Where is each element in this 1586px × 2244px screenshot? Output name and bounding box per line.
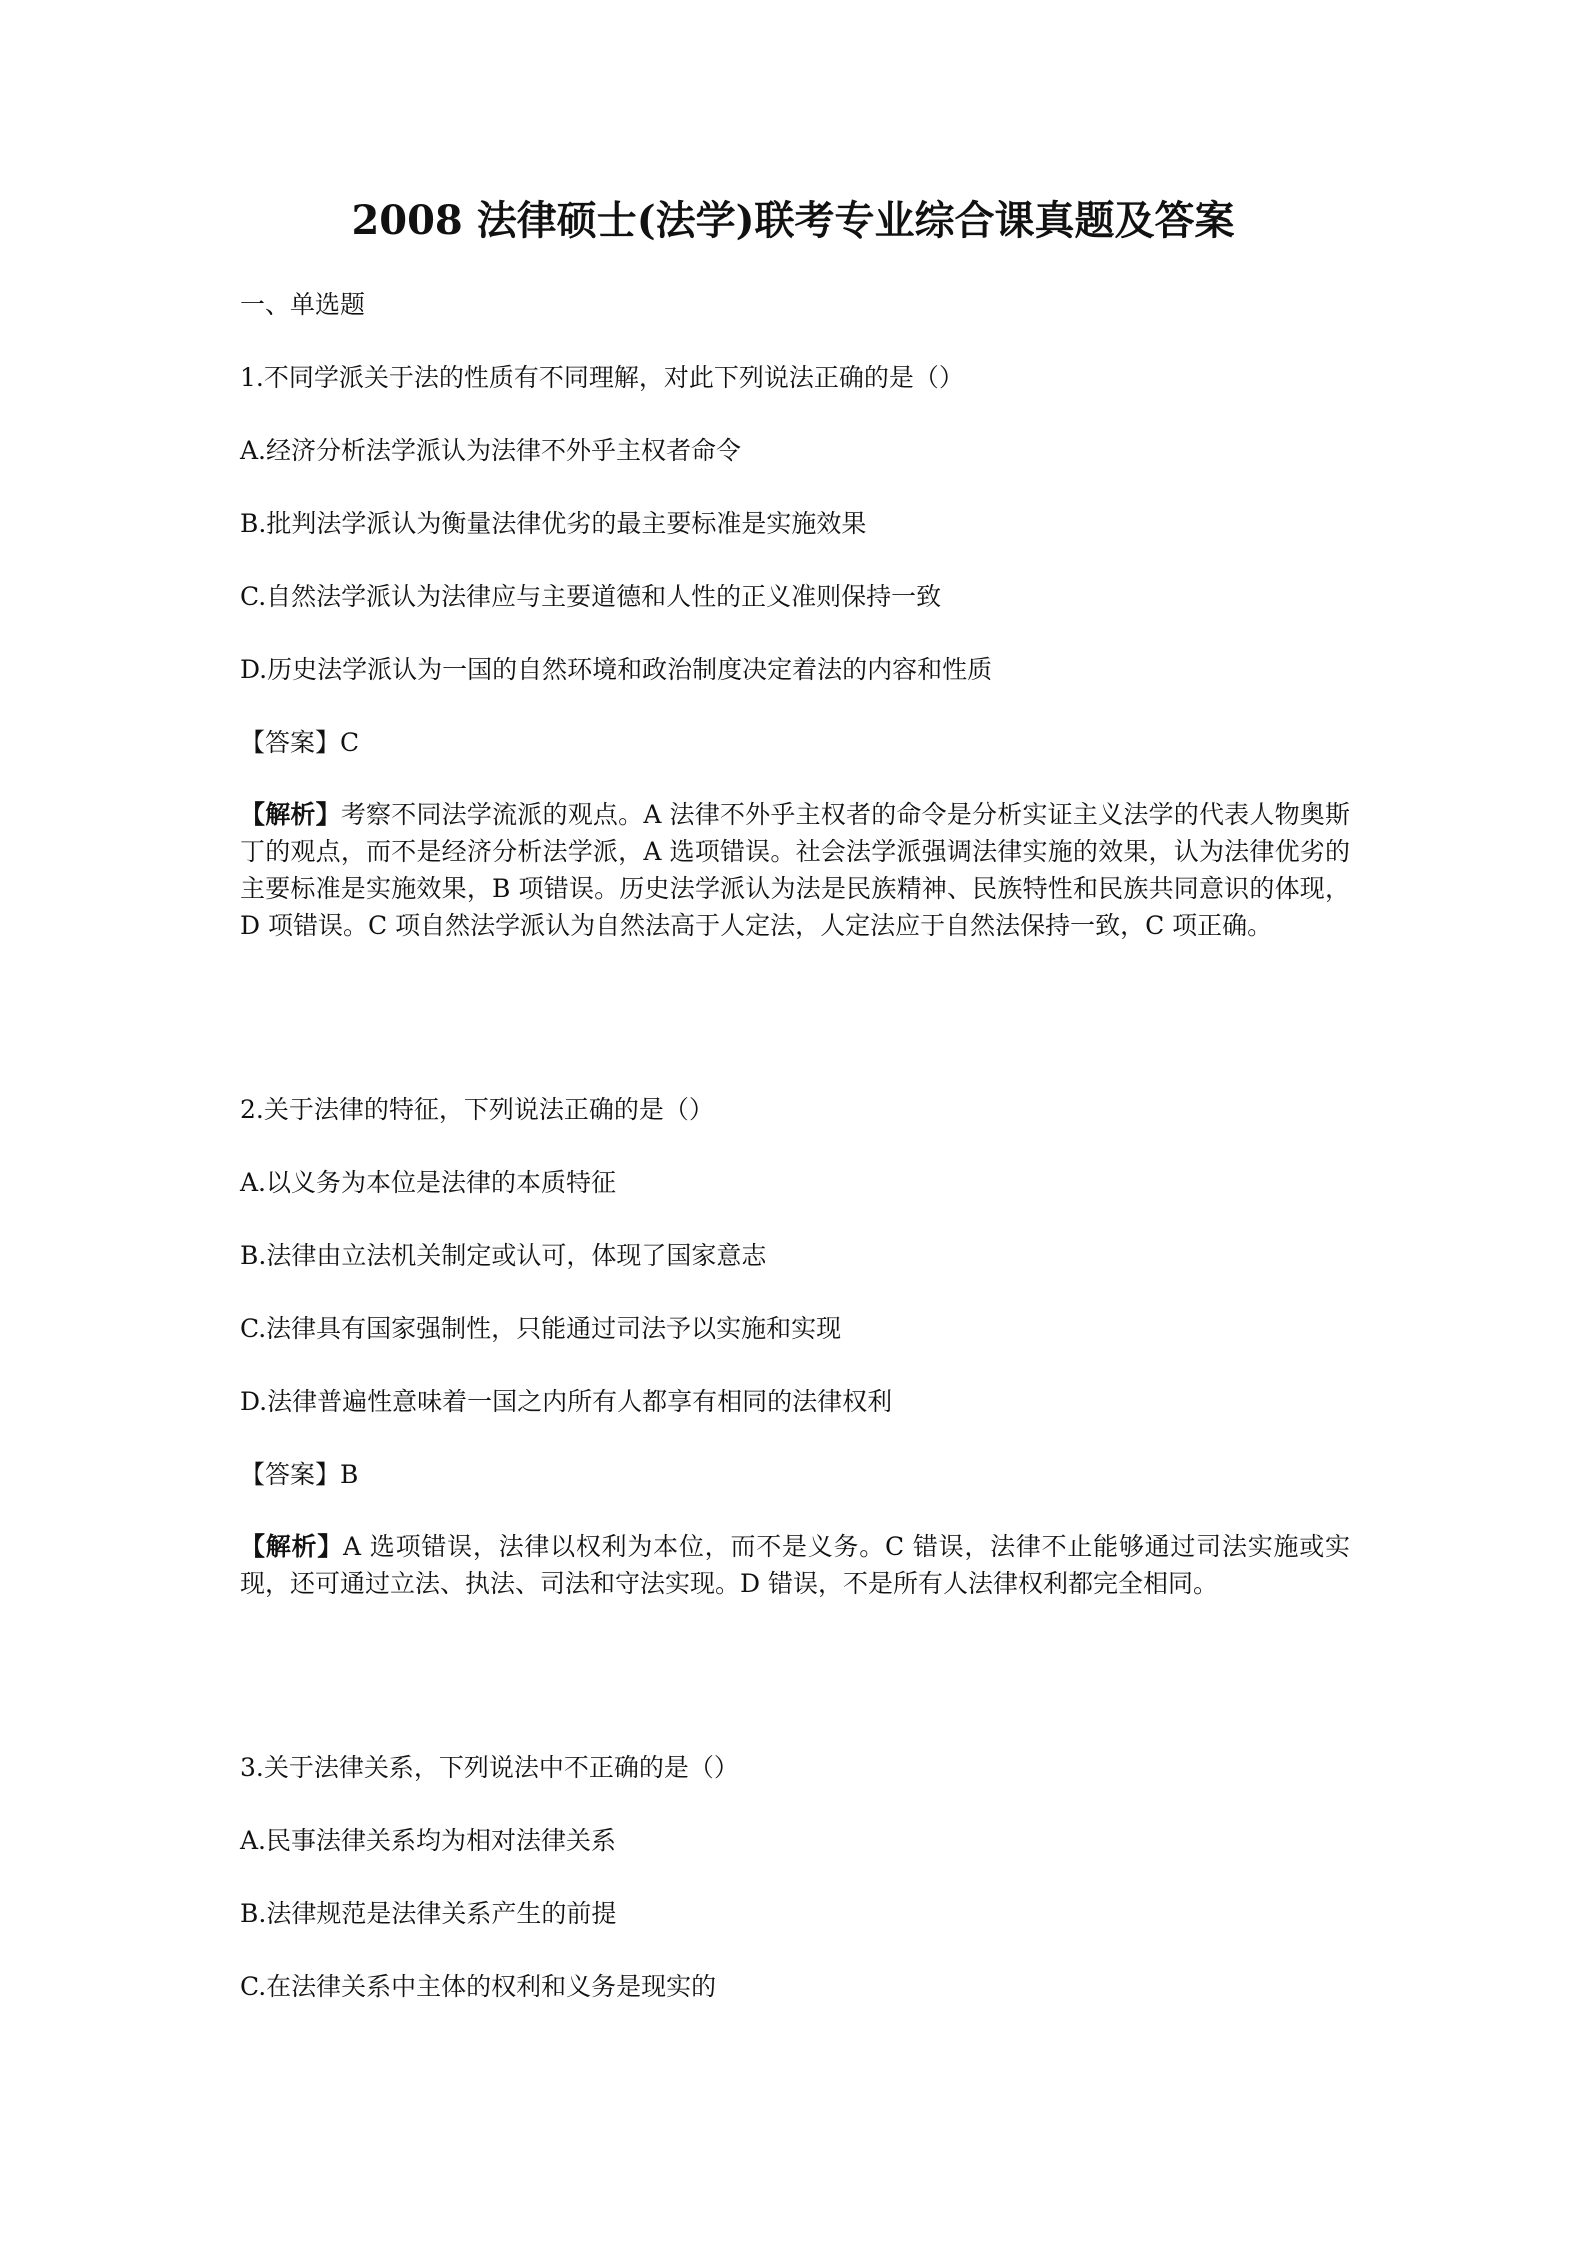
document-title: 2008 法律硕士(法学)联考专业综合课真题及答案 xyxy=(351,197,1235,244)
analysis-text: A 选项错误，法律以权利为本位，而不是义务。C 错误，法律不止能够通过司法实施或实现，还可通过立法、执法、司法和守法实现。D 错误，不是所有人法律权利都完全相同。 xyxy=(240,1532,1350,1598)
question-1-analysis xyxy=(240,796,1350,944)
question-2-option-c: C.法律具有国家强制性，只能通过司法予以实施和实现 xyxy=(240,1314,842,1343)
analysis-label: 【解析】 xyxy=(240,1532,344,1561)
question-1-option-d: D.历史法学派认为一国的自然环境和政治制度决定着法的内容和性质 xyxy=(240,655,993,684)
question-2-analysis xyxy=(240,1528,1350,1602)
analysis-label: 【解析】 xyxy=(240,800,341,829)
analysis-text: 考察不同法学流派的观点。A 法律不外乎主权者的命令是分析实证主义法学的代表人物奥斯丁的观点，而不是经济分析法学派，A 选项错误。社会法学派强调法律实施的效果，认为法律优劣的主要标准是实施效果，B 项错误。历史法学派认为法是民族精神、民族特性和民族共同意识的体现，D 项错误。C 项自然法学派认为自然法高于人定法，人定法应于自然法保持一致，C 项正确。 xyxy=(240,800,1350,940)
question-3-stem: 3.关于法律关系，下列说法中不正确的是（） xyxy=(240,1753,739,1782)
question-1-stem: 1.不同学派关于法的性质有不同理解，对此下列说法正确的是（） xyxy=(240,363,964,392)
question-1-option-a: A.经济分析法学派认为法律不外乎主权者命令 xyxy=(240,436,742,465)
question-3-option-b: B.法律规范是法律关系产生的前提 xyxy=(240,1899,617,1928)
question-2-stem: 2.关于法律的特征，下列说法正确的是（） xyxy=(240,1095,714,1124)
question-3-option-a: A.民事法律关系均为相对法律关系 xyxy=(240,1826,617,1855)
question-2-answer: 【答案】B xyxy=(240,1460,359,1489)
question-2-option-a: A.以义务为本位是法律的本质特征 xyxy=(240,1168,617,1197)
question-2-option-d: D.法律普遍性意味着一国之内所有人都享有相同的法律权利 xyxy=(240,1387,893,1416)
question-1-answer: 【答案】C xyxy=(240,728,360,757)
question-1-option-b: B.批判法学派认为衡量法律优劣的最主要标准是实施效果 xyxy=(240,509,867,538)
question-2-option-b: B.法律由立法机关制定或认可，体现了国家意志 xyxy=(240,1241,767,1270)
question-3-option-c: C.在法律关系中主体的权利和义务是现实的 xyxy=(240,1972,717,2001)
section-heading: 一、单选题 xyxy=(240,290,366,319)
question-1-option-c: C.自然法学派认为法律应与主要道德和人性的正义准则保持一致 xyxy=(240,582,942,611)
